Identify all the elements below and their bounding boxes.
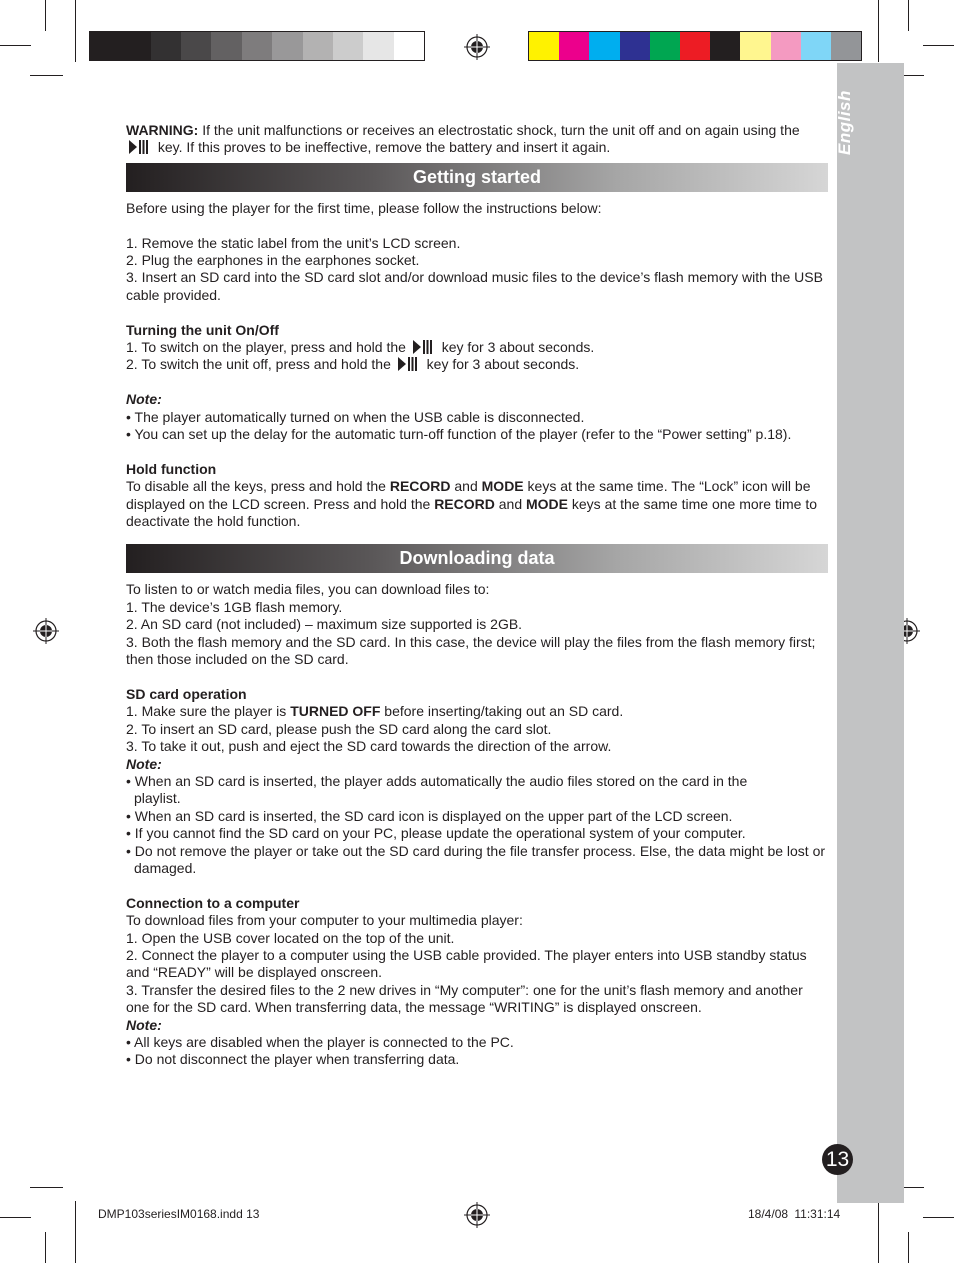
hold-text: To disable all the keys, press and hold the [126, 478, 386, 495]
gray-swatch [211, 32, 241, 60]
warning-label: WARNING: [126, 122, 199, 138]
list-item: • If you cannot find the SD card on your PC, please update the operational system of your computer. [126, 825, 746, 842]
hold-text: and [454, 478, 478, 495]
crop-mark [878, 0, 879, 62]
hold-text: keys at the same time one more time to deactivate the hold function. [126, 495, 817, 530]
crop-mark [0, 1217, 31, 1218]
crop-mark [0, 45, 31, 46]
list-item: • All keys are disabled when the player is connected to the PC. [126, 1034, 514, 1050]
gray-swatch [181, 32, 211, 60]
color-swatch [680, 32, 710, 60]
on-off-line1-end: key for 3 about seconds. [441, 339, 595, 356]
registration-mark-icon [464, 34, 490, 60]
list-item: 3. Insert an SD card into the SD card slot and/or download music files to the device’s flash memory with the USB cable provided. [126, 269, 823, 303]
crop-mark [45, 1232, 46, 1263]
getting-started-intro: Before using the player for the first time, please follow the instructions below: [126, 199, 602, 216]
hold-paragraph [126, 478, 828, 530]
color-swatch [650, 32, 680, 60]
color-swatch [740, 32, 770, 60]
color-swatch [831, 32, 861, 60]
on-off-line2-end: key for 3 about seconds. [426, 356, 580, 373]
list-item: 2. To insert an SD card, please push the SD card along the card slot. [126, 720, 552, 737]
list-item: • The player automatically turned on when the USB cable is disconnected. [126, 408, 585, 425]
list-item: • You can set up the delay for the automatic turn-off function of the player (refer to the “Power setting” p.18). [126, 426, 792, 443]
computer-intro: To download files from your computer to your multimedia player: [126, 912, 523, 929]
page-number: 13 [822, 1144, 853, 1175]
color-swatch [589, 32, 619, 60]
crop-mark [878, 1201, 879, 1263]
note-label: Note: [126, 755, 162, 772]
downloading-header: Downloading data [126, 544, 828, 573]
gray-swatch [242, 32, 272, 60]
gray-swatch [303, 32, 333, 60]
on-off-line2: 2. To switch the unit off, press and hold the [126, 356, 391, 373]
list-item: 1. Remove the static label from the unit’s LCD screen. [126, 234, 461, 251]
warning-text-end: key. If this proves to be ineffective, remove the battery and insert it again. [157, 139, 611, 156]
language-side-tab [837, 63, 904, 1203]
play-pause-icon [398, 357, 420, 371]
mode-key-label: MODE [481, 478, 524, 495]
record-key-label: RECORD [434, 495, 495, 512]
record-key-label: RECORD [389, 478, 451, 495]
warning-paragraph [126, 122, 828, 157]
gray-swatch [151, 32, 181, 60]
color-swatch [529, 32, 559, 60]
hold-heading: Hold function [126, 460, 217, 477]
computer-heading: Connection to a computer [126, 894, 300, 911]
list-item: 1. The device’s 1GB flash memory. [126, 598, 343, 615]
crop-mark [75, 1201, 76, 1263]
color-swatch [771, 32, 801, 60]
note-label: Note: [126, 391, 162, 408]
play-pause-icon [129, 140, 151, 154]
crop-mark [30, 1187, 63, 1188]
list-item: 3. To take it out, push and eject the SD card towards the direction of the arrow. [126, 738, 612, 755]
color-swatch [801, 32, 831, 60]
turned-off-label: TURNED OFF [290, 703, 381, 720]
footer-timestamp: 18/4/08 11:31:14 [748, 1207, 841, 1221]
on-off-line1: 1. To switch on the player, press and hold the [126, 339, 406, 356]
getting-started-header: Getting started [126, 163, 828, 192]
list-item: 3. Transfer the desired files to the 2 new drives in “My computer”: one for the unit’s flash memory and another one for the SD card. When transferring data, the message “WRITING” is displayed onscreen. [126, 981, 803, 1016]
color-swatch [559, 32, 589, 60]
downloading-intro: To listen to or watch media files, you can download files to: [126, 581, 490, 598]
gray-swatch [363, 32, 393, 60]
gray-swatch [394, 32, 424, 60]
hold-text: and [498, 495, 523, 512]
color-swatch [710, 32, 740, 60]
note-label: Note: [126, 1016, 162, 1033]
gray-swatch [90, 32, 120, 60]
registration-mark-icon [33, 618, 59, 644]
warning-text: If the unit malfunctions or receives an electrostatic shock, turn the unit off and on again using the [202, 122, 800, 138]
list-item: 1. Open the USB cover located on the top of the unit. [126, 929, 455, 946]
crop-mark [908, 0, 909, 31]
list-item: • When an SD card is inserted, the player adds automatically the audio files stored on the card in the playlist. [126, 772, 748, 807]
sd-step1-end: before inserting/taking out an SD card. [384, 703, 624, 720]
manual-content [126, 122, 828, 1069]
crop-mark [923, 1217, 954, 1218]
crop-mark [75, 0, 76, 62]
crop-mark [30, 75, 63, 76]
list-item: 2. Plug the earphones in the earphones socket. [126, 252, 420, 269]
list-item: • Do not remove the player or take out the SD card during the file transfer process. Else, the data might be lost or damaged. [126, 842, 826, 876]
on-off-heading: Turning the unit On/Off [126, 321, 279, 338]
play-pause-icon [413, 340, 435, 354]
grayscale-calibration-bar [89, 31, 425, 61]
list-item: 2. An SD card (not included) – maximum size supported is 2GB. [126, 616, 523, 633]
gray-swatch [272, 32, 302, 60]
list-item: 3. Both the flash memory and the SD card. In this case, the device will play the files from the flash memory first; then those included on the SD card. [126, 633, 816, 668]
mode-key-label: MODE [526, 495, 568, 512]
list-item: • When an SD card is inserted, the SD card icon is displayed on the upper part of the LCD screen. [126, 807, 733, 824]
footer-filename: DMP103seriesIM0168.indd 13 [98, 1207, 260, 1221]
crop-mark [908, 1232, 909, 1263]
list-item [126, 339, 828, 356]
list-item [126, 356, 828, 373]
crop-mark [45, 0, 46, 31]
list-item: 2. Connect the player to a computer using the USB cable provided. The player enters into USB standby status and “READY” will be displayed onscreen. [126, 946, 807, 981]
list-item [126, 703, 828, 720]
color-swatch [620, 32, 650, 60]
registration-mark-icon [464, 1202, 490, 1228]
language-label: English [835, 90, 854, 155]
crop-mark [923, 45, 954, 46]
gray-swatch [333, 32, 363, 60]
sd-step1: 1. Make sure the player is [126, 703, 287, 720]
gray-swatch [120, 32, 150, 60]
hold-text: keys at the same time. The “Lock” icon will be displayed on the LCD screen. Press and hold the [126, 478, 811, 512]
sd-heading: SD card operation [126, 685, 247, 702]
color-calibration-bar [528, 31, 862, 61]
list-item: • Do not disconnect the player when transferring data. [126, 1051, 460, 1068]
